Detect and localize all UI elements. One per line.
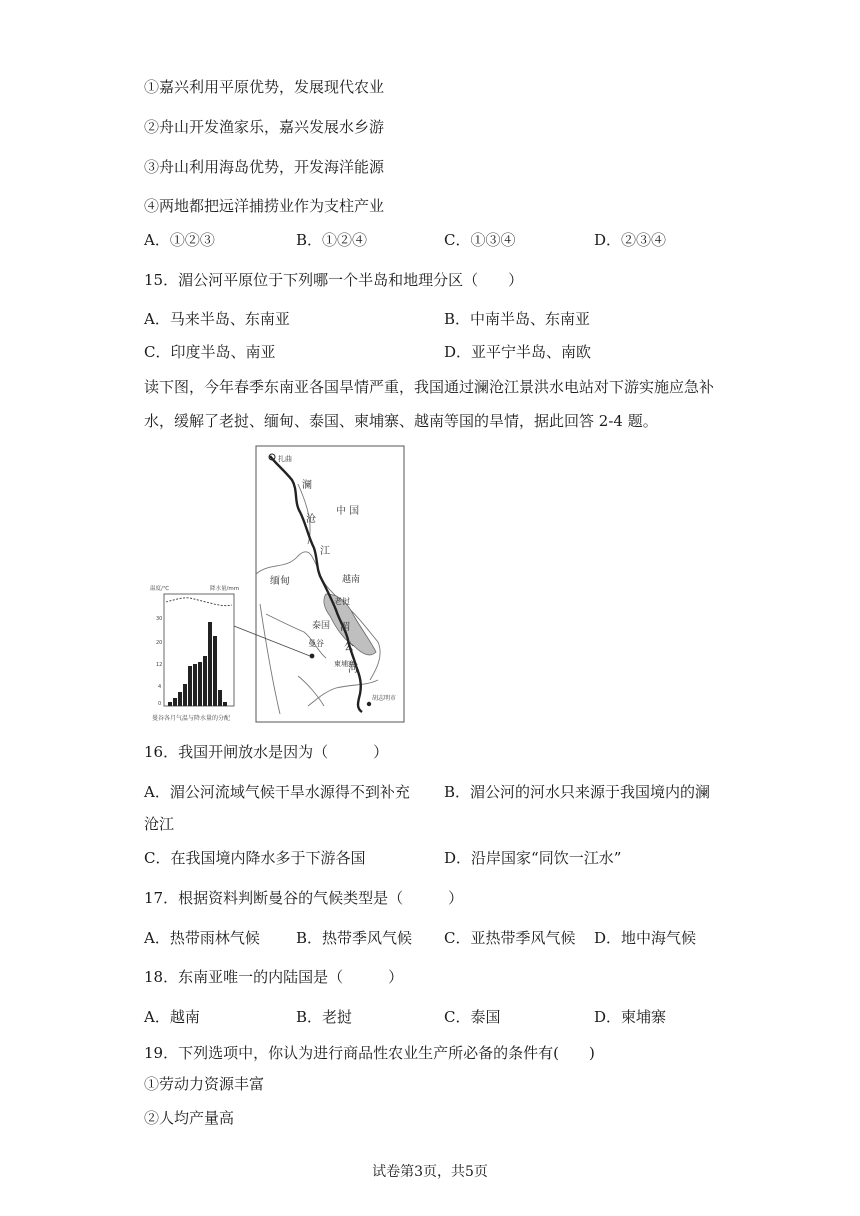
climate-chart-caption: 曼谷各月气温与降水量的分配 bbox=[152, 715, 231, 722]
label-cang: 沧 bbox=[306, 514, 316, 525]
precip-bar bbox=[178, 692, 182, 706]
precip-bar bbox=[168, 702, 172, 706]
label-jiang: 江 bbox=[320, 546, 330, 557]
precip-bar bbox=[223, 702, 227, 706]
bangkok-marker-icon bbox=[310, 654, 315, 659]
statement-2: ②舟山开发渔家乐，嘉兴发展水乡游 bbox=[144, 118, 385, 136]
q19-stem: 19．下列选项中，你认为进行商品性农业生产所必备的条件有( ) bbox=[144, 1044, 595, 1062]
q16-stem: 16．我国开闸放水是因为（ ） bbox=[144, 743, 389, 761]
mekong-map-figure bbox=[148, 444, 406, 724]
q18-option-b[interactable]: B．老挝 bbox=[296, 1008, 353, 1026]
label-lan: 澜 bbox=[302, 480, 312, 491]
y-tick-0: 0 bbox=[158, 701, 162, 707]
bangkok-climate-chart bbox=[150, 584, 239, 722]
q17-option-b[interactable]: B．热带季风气候 bbox=[296, 929, 413, 947]
precip-bar bbox=[188, 666, 192, 706]
q18-option-c[interactable]: C．泰国 bbox=[444, 1008, 501, 1026]
q17-option-d[interactable]: D．地中海气候 bbox=[594, 929, 697, 947]
label-vietnam: 越南 bbox=[342, 575, 361, 585]
q16-option-d[interactable]: D．沿岸国家“同饮一江水” bbox=[444, 849, 622, 867]
precip-bar bbox=[203, 656, 207, 706]
statement-4: ④两地都把远洋捕捞业作为支柱产业 bbox=[144, 197, 385, 215]
intro-line-1: 读下图，今年春季东南亚各国旱情严重，我国通过澜沧江景洪水电站对下游实施应急补 bbox=[144, 378, 715, 396]
q15-option-b[interactable]: B．中南半岛、东南亚 bbox=[444, 310, 591, 328]
y-tick-4: 4 bbox=[158, 684, 162, 690]
intro-line-2: 水，缓解了老挝、缅甸、泰国、柬埔寨、越南等国的旱情，据此回答 2-4 题。 bbox=[144, 412, 658, 430]
q18-stem: 18．东南亚唯一的内陆国是（ ） bbox=[144, 968, 404, 986]
q17-option-a[interactable]: A．热带雨林气候 bbox=[144, 929, 260, 947]
label-china: 中 国 bbox=[336, 506, 360, 517]
precip-bar bbox=[218, 690, 222, 706]
label-cambodia: 柬埔寨 bbox=[334, 660, 355, 668]
q16-option-b-cont: 沧江 bbox=[144, 815, 175, 833]
statement-3: ③舟山利用海岛优势，开发海洋能源 bbox=[144, 158, 385, 176]
q14-option-d[interactable]: D．②③④ bbox=[594, 231, 667, 249]
temp-axis-label: 温度/℃ bbox=[150, 586, 170, 592]
label-thailand: 泰国 bbox=[312, 621, 331, 631]
statement-1: ①嘉兴利用平原优势，发展现代农业 bbox=[144, 78, 385, 96]
q18-option-a[interactable]: A．越南 bbox=[144, 1008, 200, 1026]
q15-option-c[interactable]: C．印度半岛、南亚 bbox=[144, 343, 276, 361]
q16-option-a[interactable]: A．湄公河流域气候干旱水源得不到补充 bbox=[144, 783, 410, 801]
q15-option-d[interactable]: D．亚平宁半岛、南欧 bbox=[444, 343, 592, 361]
q18-option-d[interactable]: D．柬埔寨 bbox=[594, 1008, 667, 1026]
q14-option-b[interactable]: B．①②④ bbox=[296, 231, 368, 249]
label-myanmar: 缅甸 bbox=[270, 576, 290, 587]
label-he: 河 bbox=[348, 664, 358, 675]
q19-item-2: ②人均产量高 bbox=[144, 1109, 235, 1127]
label-mei: 湄 bbox=[340, 622, 350, 633]
mekong-map-svg bbox=[148, 444, 406, 724]
q19-item-1: ①劳动力资源丰富 bbox=[144, 1075, 265, 1093]
precip-axis-label: 降水量/mm bbox=[210, 586, 240, 592]
precip-bar bbox=[173, 698, 177, 706]
label-gong: 公 bbox=[344, 642, 354, 653]
hcmc-marker-icon bbox=[367, 702, 371, 706]
q17-stem: 17．根据资料判断曼谷的气候类型是（ ） bbox=[144, 889, 464, 907]
q14-option-a[interactable]: A．①②③ bbox=[144, 231, 215, 249]
label-hcmc: 胡志明市 bbox=[372, 695, 397, 702]
q16-option-c[interactable]: C．在我国境内降水多于下游各国 bbox=[144, 849, 366, 867]
precip-bar bbox=[208, 622, 212, 706]
q16-option-b[interactable]: B．湄公河的河水只来源于我国境内的澜 bbox=[444, 783, 711, 801]
y-tick-20: 20 bbox=[156, 640, 163, 646]
precip-bar bbox=[193, 664, 197, 706]
precip-bar bbox=[213, 636, 217, 706]
y-tick-30: 30 bbox=[156, 616, 163, 622]
precip-bar bbox=[198, 662, 202, 706]
label-zhaqu: 扎曲 bbox=[278, 455, 292, 463]
y-tick-12: 12 bbox=[156, 662, 163, 668]
q14-option-c[interactable]: C．①③④ bbox=[444, 231, 516, 249]
precip-bar bbox=[183, 684, 187, 706]
q15-option-a[interactable]: A．马来半岛、东南亚 bbox=[144, 310, 290, 328]
label-laos: 老挝 bbox=[334, 597, 350, 606]
q15-stem: 15．湄公河平原位于下列哪一个半岛和地理分区（ ） bbox=[144, 271, 524, 289]
label-bangkok: 曼谷 bbox=[308, 639, 324, 648]
q17-option-c[interactable]: C．亚热带季风气候 bbox=[444, 929, 576, 947]
page-footer: 试卷第3页，共5页 bbox=[372, 1164, 488, 1180]
